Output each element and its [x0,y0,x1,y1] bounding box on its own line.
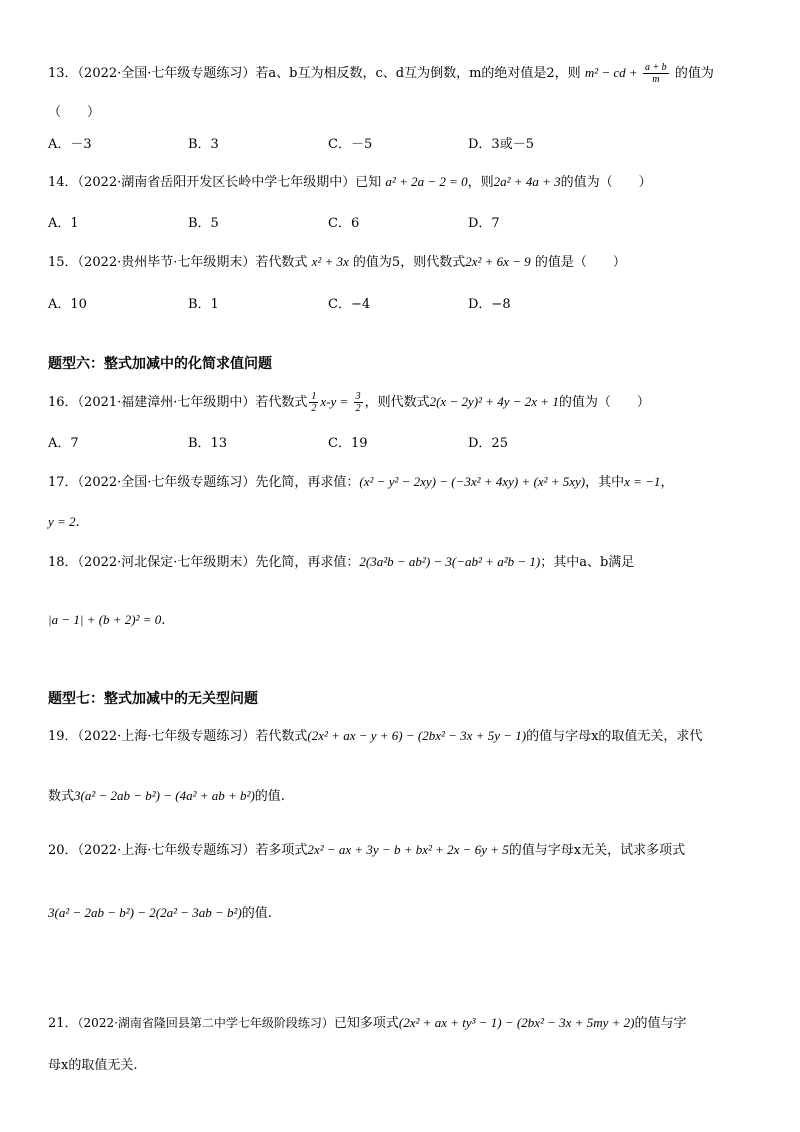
q19-source: （2022·上海·七年级专题练习） [77,729,256,744]
q18-condition: |a − 1| + (b + 2)² = 0 [48,612,162,627]
q19-text2: 的值与字母x的取值无关，求代 [526,729,703,744]
q19-expression1: (2x² + ax − y + 6) − (2bx² − 3x + 5y − 1) [307,728,527,743]
q20-expression1: 2x² − ax + 3y − b + bx² + 2x − 6y + 5 [307,842,509,857]
q16-option-d[interactable]: D．25 [468,436,508,451]
q15-source: （2022·贵州毕节·七年级期末） [77,255,256,270]
q16-tail: 的值为（ ） [558,395,650,410]
q13-option-c[interactable]: C．－5 [328,137,373,152]
q18-end: . [161,613,166,628]
q21-text1: 已知多项式 [333,1016,399,1031]
q15-option-c[interactable]: C．−4 [328,297,371,312]
q17-cond1: x = −1 [624,474,661,489]
question-18-line1 [48,552,634,573]
q15-text2: 的值为5，则代数式 [352,255,466,270]
q14-option-d[interactable]: D．7 [468,216,500,231]
q13-frac-num: a + b [644,62,667,73]
q14-option-b[interactable]: B．5 [188,216,219,231]
q13-answer-paren: （ ） [48,105,101,120]
q16-f1-den: 2 [311,403,317,414]
q14-text1: 已知 [355,175,382,190]
q16-text1: 若代数式 [255,395,308,410]
q13-option-a[interactable]: A．－3 [48,137,92,152]
q20-expression2: 3(a² − 2ab − b²) − 2(2a² − 3ab − b²) [48,905,242,920]
q17-comma: ， [660,475,674,490]
q19-text3: 数式 [48,789,75,804]
q16-option-c[interactable]: C．19 [328,436,368,451]
q14-source: （2022·湖南省岳阳开发区长岭中学七年级期中） [77,175,356,190]
q14-expression2: 2a² + 4a + 3 [493,174,561,189]
q20-source: （2022·上海·七年级专题练习） [77,843,256,858]
q17-cond2: y = 2 [48,514,76,529]
q14-text2: ，则 [467,175,494,190]
q15-tail: 的值是（ ） [534,255,626,270]
q18-text2: ；其中a、b满足 [540,555,635,570]
q20-tail: 的值. [241,906,272,921]
q17-source: （2022·全国·七年级专题练习） [77,475,256,490]
question-14-line1 [48,172,652,193]
q17-end: . [75,515,80,530]
q19-number: 19． [48,729,78,744]
q19-expression2: 3(a² − 2ab − b²) − (4a² + ab + b²) [74,788,255,803]
q15-expression2: 2x² + 6x − 9 [465,254,531,269]
q18-number: 18． [48,555,78,570]
q13-expression: m² − cd + [584,65,641,80]
q16-fraction-three-halves [354,391,363,414]
q15-option-b[interactable]: B．1 [188,297,219,312]
q14-number: 14． [48,175,78,190]
question-17-line2 [48,512,80,533]
q13-source: （2022·全国·七年级专题练习） [77,66,256,81]
q13-tail: 的值为 [674,66,714,81]
q20-text1: 若多项式 [255,843,308,858]
q21-expression1: (2x² + ax + ty³ − 1) − (2bx² − 3x + 5my + 2) [398,1015,635,1030]
q13-option-b[interactable]: B．3 [188,137,219,152]
q19-tail: 的值. [254,789,285,804]
q14-tail: 的值为（ ） [560,175,652,190]
q21-number: 21． [48,1016,78,1031]
q16-f2-num: 3 [355,391,361,402]
question-21-line1 [48,1013,686,1034]
q15-option-d[interactable]: D．−8 [468,297,511,312]
section-heading-6: 题型六：整式加减中的化简求值问题 [48,356,272,372]
q15-text1: 若代数式 [255,255,308,270]
q18-expression: 2(3a²b − ab²) − 3(−ab² + a²b − 1) [359,554,541,569]
question-20-line1 [48,840,685,861]
q15-option-a[interactable]: A．10 [48,297,87,312]
q16-option-a[interactable]: A．7 [48,436,79,451]
q16-f1-num: 1 [311,391,317,402]
question-19-line2 [48,786,285,807]
q13-text: 若a、b互为相反数，c、d互为倒数，m的绝对值是2，则 [255,66,581,81]
q13-frac-den: m [652,74,660,85]
q16-number: 16． [48,395,78,410]
question-21-line2: 母x的取值无关. [48,1058,138,1073]
q19-text1: 若代数式 [255,729,308,744]
q16-f2-den: 2 [355,403,361,414]
q16-expression2: 2(x − 2y)² + 4y − 2x + 1 [429,394,559,409]
question-17-line1 [48,472,673,493]
q16-source: （2021·福建漳州·七年级期中） [77,395,256,410]
q17-expression: (x² − y² − 2xy) − (−3x² + 4xy) + (x² + 5xy) [359,474,586,489]
q14-expression1: a² + 2a − 2 = 0 [385,174,468,189]
q13-fraction [643,62,669,85]
q20-text2: 的值与字母x无关，试求多项式 [508,843,686,858]
q15-number: 15． [48,255,78,270]
q14-option-a[interactable]: A．1 [48,216,79,231]
q17-text: 先化简，再求值： [255,475,360,490]
question-13-line1 [48,62,714,85]
q20-number: 20． [48,843,78,858]
q17-number: 17． [48,475,78,490]
q16-mid: x-y = [320,394,352,409]
q13-number: 13． [48,66,78,81]
q16-option-b[interactable]: B．13 [188,436,228,451]
question-20-line2 [48,903,272,924]
q21-source: （2022·湖南省隆回县第二中学七年级阶段练习） [77,1016,334,1030]
question-18-line2 [48,610,165,631]
q21-text2: 的值与字 [634,1016,687,1031]
section-heading-7: 题型七：整式加减中的无关型问题 [48,691,258,707]
q18-text: 先化简，再求值： [255,555,360,570]
question-16-line1 [48,391,650,414]
q14-option-c[interactable]: C．6 [328,216,360,231]
q13-option-d[interactable]: D．3或－5 [468,137,534,152]
question-19-line1 [48,726,702,747]
q18-source: （2022·河北保定·七年级期末） [77,555,256,570]
q17-text2: ，其中 [585,475,625,490]
q16-fraction-half [309,391,318,414]
q15-expression1: x² + 3x [311,254,349,269]
q16-text2: ，则代数式 [364,395,430,410]
question-15-line1 [48,252,626,273]
